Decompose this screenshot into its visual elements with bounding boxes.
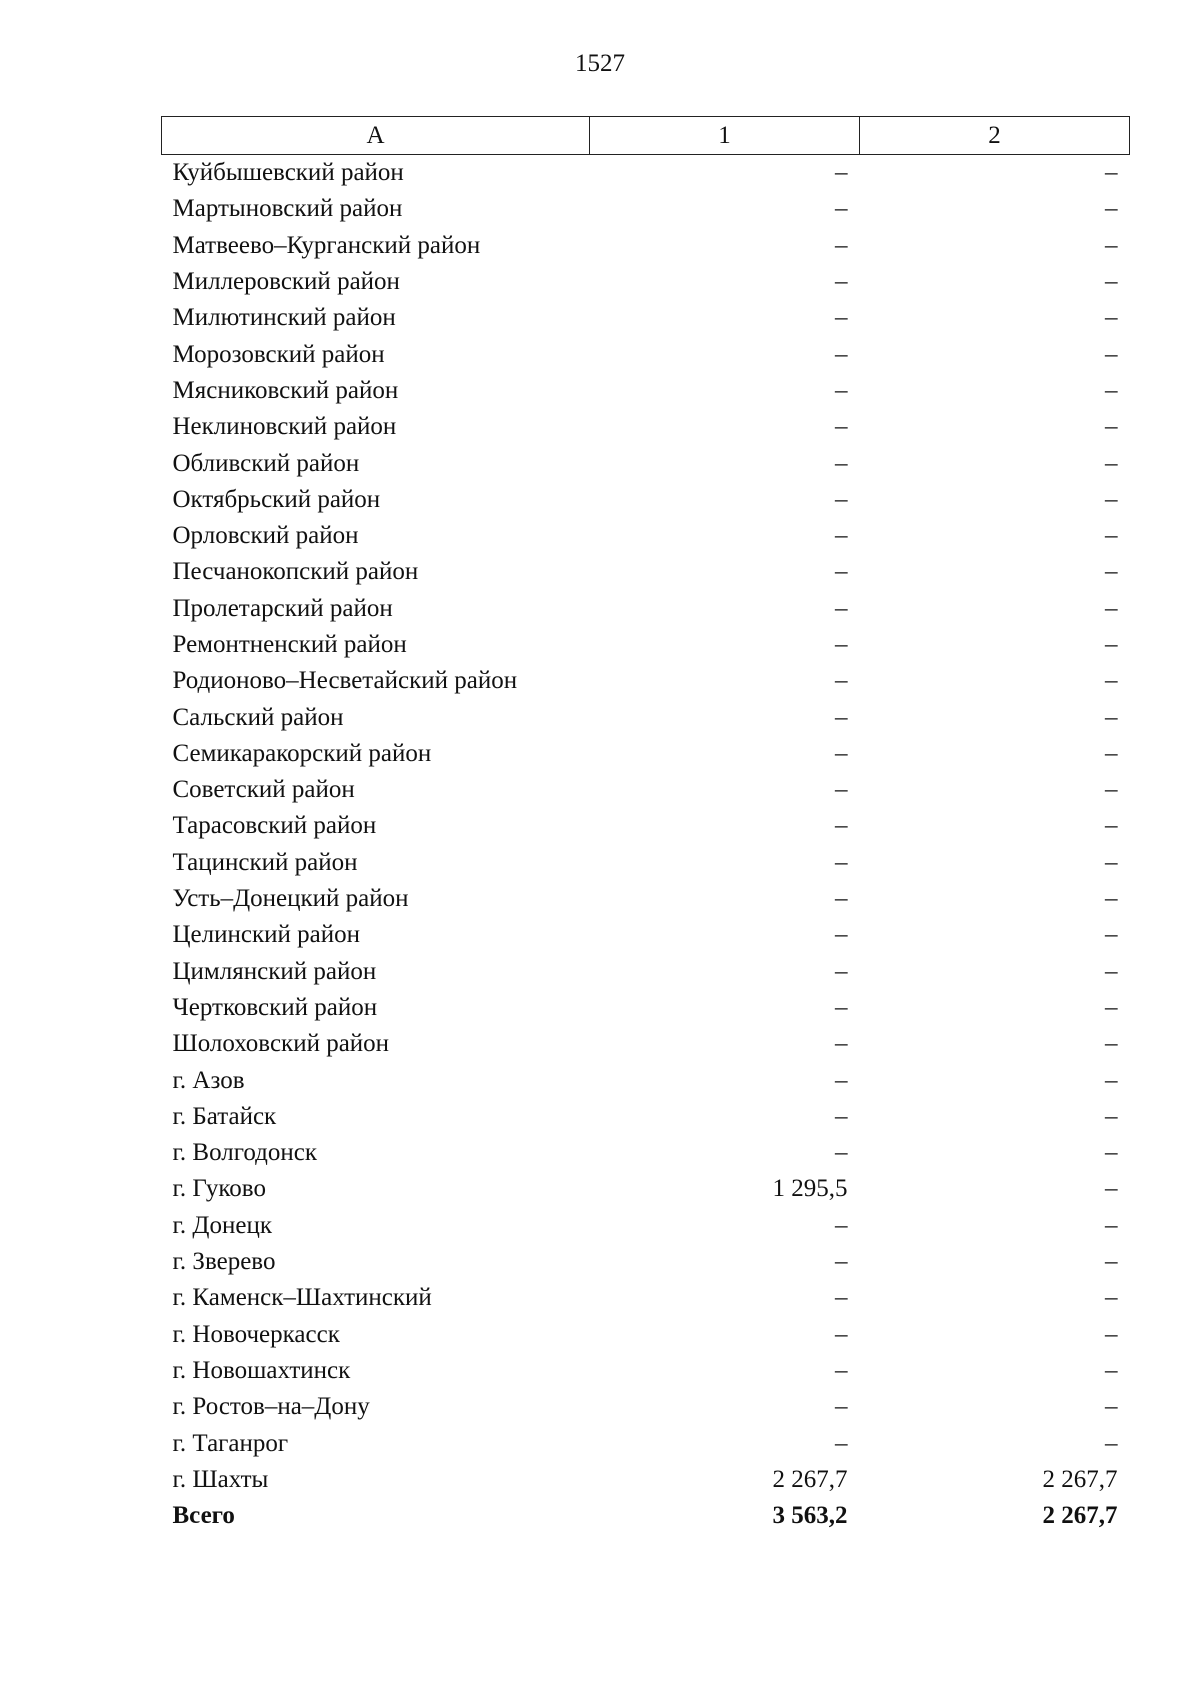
row-col1-cell: – [835,159,848,187]
row-name-cell: г. Донецк [172,1211,272,1239]
row-col2-cell: – [1105,558,1118,586]
row-col1-cell: – [835,739,848,767]
row-name-cell: Сальский район [172,703,344,731]
row-col1-cell: – [835,1284,848,1312]
row-col2-cell: – [1105,885,1118,913]
table-row [162,917,1130,953]
row-col2-cell: – [1105,1211,1118,1239]
row-col1-cell: – [835,812,848,840]
row-name-cell: Родионово–Несветайский район [172,667,518,695]
row-col2-cell: – [1105,449,1118,477]
row-col2-cell: – [1105,776,1118,804]
table-row [162,772,1130,808]
row-name-cell: г. Ростов–на–Дону [172,1393,370,1421]
row-col2-cell: – [1105,957,1118,985]
row-col1-cell: – [835,921,848,949]
table-row [162,1353,1130,1389]
row-col2-cell: – [1105,1139,1118,1167]
row-col2-cell: – [1105,231,1118,259]
table-row [162,1317,1130,1353]
row-col1-cell: – [835,1248,848,1276]
row-col1-cell: – [835,304,848,332]
row-col2-cell: – [1105,921,1118,949]
row-col2-cell: – [1105,413,1118,441]
row-name-cell: Семикаракорский район [172,739,432,767]
row-col2-cell: – [1105,1248,1118,1276]
row-name-cell: Чертковский район [172,993,378,1021]
row-col2-cell: – [1105,1320,1118,1348]
row-col1-cell: – [835,993,848,1021]
row-col1-cell: – [835,1066,848,1094]
row-col2-cell: – [1105,594,1118,622]
row-col1-cell: – [835,449,848,477]
row-name-cell: Тацинский район [172,848,358,876]
table-row [162,663,1130,699]
table-row [162,1462,1130,1498]
table-row [162,336,1130,372]
row-col1-cell: – [835,1320,848,1348]
table-body [162,155,1130,1535]
table-row [162,1171,1130,1207]
row-col2-cell: – [1105,522,1118,550]
row-col2-cell: – [1105,993,1118,1021]
table-header-row [162,117,1130,155]
row-name-cell: г. Таганрог [172,1429,289,1457]
table-row [162,591,1130,627]
row-col2-cell: – [1105,268,1118,296]
row-name-cell: г. Каменск–Шахтинский [172,1284,432,1312]
table-row [162,808,1130,844]
row-col1-cell: – [835,667,848,695]
row-col1-cell: – [835,594,848,622]
row-col1-cell: – [835,1030,848,1058]
table-row [162,409,1130,445]
table-row [162,881,1130,917]
table-row [162,1208,1130,1244]
row-name-cell: г. Азов [172,1066,245,1094]
table-row [162,1389,1130,1425]
row-col1-cell: – [835,558,848,586]
table-row [162,1425,1130,1461]
row-col1-cell: – [835,485,848,513]
data-table [161,116,1130,1534]
row-col2-cell: – [1105,1429,1118,1457]
row-name-cell: Цимлянский район [172,957,377,985]
row-name-cell: Матвеево–Курганский район [172,231,481,259]
row-name-cell: Тарасовский район [172,812,377,840]
row-col1-cell: – [835,1139,848,1167]
row-col2-cell: – [1105,739,1118,767]
table-row [162,518,1130,554]
row-col2-cell: – [1105,1030,1118,1058]
table-row [162,1280,1130,1316]
table-row [162,1026,1130,1062]
row-name-cell: Морозовский район [172,340,385,368]
row-col1-cell: – [835,522,848,550]
row-col2-cell: – [1105,159,1118,187]
row-name-cell: Куйбышевский район [172,159,404,187]
row-col2-cell: – [1105,1066,1118,1094]
row-col2-cell: – [1105,376,1118,404]
table-row [162,482,1130,518]
row-name-cell: Всего [172,1502,235,1530]
row-col2-cell: – [1105,1393,1118,1421]
row-col2-cell: – [1105,1175,1118,1203]
row-name-cell: Миллеровский район [172,268,400,296]
page-number: 1527 [575,50,625,77]
header-col-a: А [162,117,590,155]
row-name-cell: Песчанокопский район [172,558,419,586]
table-row [162,990,1130,1026]
row-col2-cell: – [1105,667,1118,695]
table-row [162,1062,1130,1098]
table-row [162,191,1130,227]
table-row [162,264,1130,300]
row-col1-cell: – [835,1393,848,1421]
table-row [162,445,1130,481]
row-name-cell: Ремонтненский район [172,631,407,658]
row-name-cell: Октябрьский район [172,485,381,513]
row-col1-cell: – [835,848,848,876]
row-col1-cell: – [835,1102,848,1130]
row-col2-cell: – [1105,1356,1118,1384]
row-name-cell: Орловский район [172,522,359,550]
row-name-cell: Мясниковский район [172,376,399,404]
row-col2-cell: – [1105,304,1118,332]
row-name-cell: Шолоховский район [172,1030,390,1058]
row-name-cell: Пролетарский район [172,594,393,622]
table-row [162,954,1130,990]
row-col1-cell: 2 267,7 [772,1465,848,1493]
row-name-cell: Обливский район [172,449,360,477]
table-row [162,699,1130,735]
total-row [162,1498,1130,1534]
row-name-cell: г. Батайск [172,1102,277,1130]
row-name-cell: Усть–Донецкий район [172,885,409,913]
row-col1-cell: – [835,268,848,296]
header-col-2: 2 [860,117,1130,155]
row-col1-cell: – [835,1429,848,1457]
row-col1-cell: – [835,195,848,223]
row-col2-cell: – [1105,631,1118,658]
row-col2-cell: 2 267,7 [1042,1465,1118,1493]
row-name-cell: г. Волгодонск [172,1139,318,1167]
row-col1-cell: – [835,885,848,913]
table-row [162,845,1130,881]
row-col2-cell: 2 267,7 [1042,1502,1118,1530]
row-col1-cell: – [835,231,848,259]
row-name-cell: г. Новочеркасск [172,1320,340,1348]
row-col1-cell: – [835,1356,848,1384]
row-col1-cell: 3 563,2 [772,1502,848,1530]
row-col2-cell: – [1105,1102,1118,1130]
table-row [162,1099,1130,1135]
row-col2-cell: – [1105,703,1118,731]
row-col1-cell: – [835,957,848,985]
row-name-cell: г. Новошахтинск [172,1356,351,1384]
row-name-cell: г. Гуково [172,1175,266,1203]
table-row [162,736,1130,772]
table-row [162,627,1130,663]
row-col1-cell: 1 295,5 [772,1175,848,1203]
row-name-cell: Целинский район [172,921,360,949]
table-row [162,155,1130,192]
row-col1-cell: – [835,340,848,368]
row-col2-cell: – [1105,195,1118,223]
row-col2-cell: – [1105,340,1118,368]
table-row [162,1244,1130,1280]
header-col-1: 1 [590,117,860,155]
row-name-cell: Мартыновский район [172,195,403,223]
row-name-cell: г. Зверево [172,1248,276,1276]
row-name-cell: Советский район [172,776,355,804]
row-col2-cell: – [1105,848,1118,876]
row-col1-cell: – [835,631,848,658]
row-col2-cell: – [1105,812,1118,840]
row-col1-cell: – [835,776,848,804]
row-col2-cell: – [1105,485,1118,513]
table-row [162,1135,1130,1171]
table-row [162,228,1130,264]
table-row [162,300,1130,336]
row-name-cell: Милютинский район [172,304,396,332]
row-col2-cell: – [1105,1284,1118,1312]
row-name-cell: г. Шахты [172,1465,269,1493]
row-col1-cell: – [835,1211,848,1239]
table-row [162,554,1130,590]
row-col1-cell: – [835,376,848,404]
row-col1-cell: – [835,703,848,731]
row-name-cell: Неклиновский район [172,413,397,441]
table-row [162,373,1130,409]
row-col1-cell: – [835,413,848,441]
